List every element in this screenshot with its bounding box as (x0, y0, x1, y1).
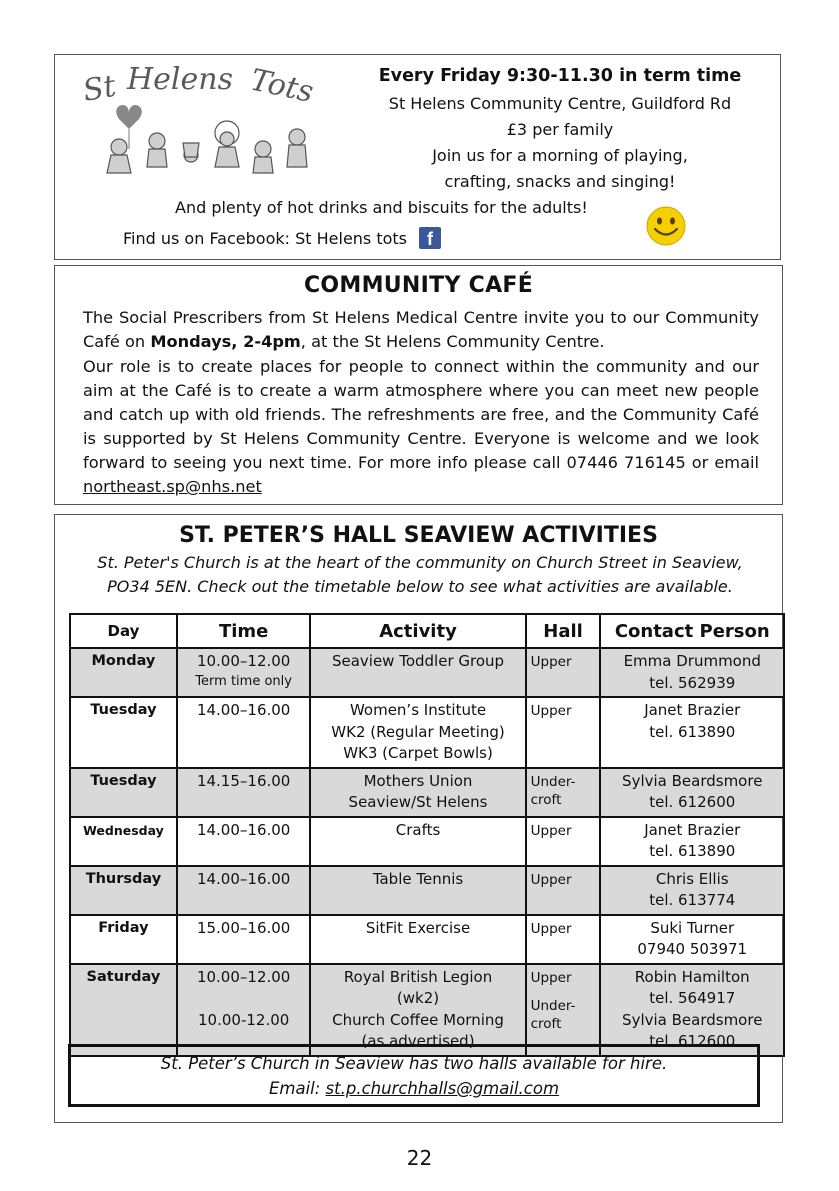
cafe-text: , at the St Helens Community Centre. (300, 332, 605, 351)
cafe-hours: Mondays, 2-4pm (150, 332, 301, 351)
contact-cell (600, 648, 784, 697)
contact-tel: tel. 612600 (649, 1032, 736, 1050)
cafe-body (83, 306, 759, 500)
time-cell: 14.00–16.00 (177, 697, 311, 768)
cafe-title: COMMUNITY CAFÉ (303, 273, 534, 298)
tots-notice (54, 54, 781, 260)
time: 10.00–12.00 (196, 652, 291, 670)
hire-line: St. Peter’s Church in Seaview has two halls available for hire. (160, 1054, 668, 1073)
day-cell: Friday (70, 915, 177, 964)
svg-text:Tots: Tots (247, 62, 317, 110)
cafe-paragraph-2 (83, 355, 759, 499)
table-row (70, 915, 784, 964)
contact-name: Chris Ellis (655, 869, 729, 888)
facebook-text: Find us on Facebook: St Helens tots (123, 228, 408, 248)
column-header: Time (177, 614, 311, 648)
column-header: Contact Person (600, 614, 784, 648)
day-cell: Wednesday (70, 817, 177, 866)
table-row (70, 817, 784, 866)
table-header-row (70, 614, 784, 648)
hall-cell: Upper (526, 866, 601, 915)
hire-email-label: Email: (268, 1079, 326, 1098)
contact-tel: tel. 613890 (649, 722, 736, 741)
contact-cell (600, 768, 784, 817)
activity-line: (wk2) (396, 989, 440, 1007)
activity-cell (310, 964, 525, 1056)
table-row (70, 648, 784, 697)
contact-cell (600, 964, 784, 1056)
facebook-icon[interactable]: f (419, 227, 441, 249)
contact-name: Sylvia Beardsmore (622, 1010, 763, 1029)
contact-cell (600, 866, 784, 915)
time-cell (177, 964, 311, 1056)
activity-line: Mothers Union (363, 771, 473, 790)
activity-cell (310, 768, 525, 817)
hall-cell (526, 768, 601, 817)
table-row (70, 697, 784, 768)
hall-line: croft (530, 791, 562, 808)
hall-cell: Upper (526, 915, 601, 964)
time-note: Term time only (195, 673, 292, 689)
tots-details (355, 61, 765, 195)
hall-line: Under- (530, 997, 576, 1014)
activity-cell: Crafts (310, 817, 525, 866)
svg-text:St: St (80, 68, 119, 109)
tots-line: Join us for a morning of playing, (432, 146, 688, 165)
activity-cell: Table Tennis (310, 866, 525, 915)
activity-line: WK2 (Regular Meeting) (331, 722, 505, 741)
hall-cell: Upper (526, 817, 601, 866)
hall-line: Under- (530, 773, 576, 790)
activities-timetable (69, 613, 785, 1057)
day-cell: Tuesday (70, 697, 177, 768)
contact-name: Janet Brazier (644, 820, 741, 839)
contact-name: Sylvia Beardsmore (622, 771, 763, 790)
day-cell: Monday (70, 648, 177, 697)
tots-line: £3 per family (506, 120, 614, 139)
hire-email-line (71, 1076, 757, 1101)
time-cell: 15.00–16.00 (177, 915, 311, 964)
contact-cell (600, 915, 784, 964)
community-cafe-notice (54, 265, 783, 505)
page-number: 22 (406, 1146, 433, 1170)
day-cell: Thursday (70, 866, 177, 915)
hall-line: Upper (530, 969, 572, 986)
time-cell: 14.15–16.00 (177, 768, 311, 817)
activity-cell: Seaview Toddler Group (310, 648, 525, 697)
contact-tel: tel. 613890 (649, 842, 736, 860)
contact-tel: 07940 503971 (637, 940, 748, 958)
contact-cell (600, 697, 784, 768)
activity-cell: SitFit Exercise (310, 915, 525, 964)
activity-line: Seaview/St Helens (348, 793, 488, 811)
contact-name: Suki Turner (650, 918, 735, 937)
activity-line: WK3 (Carpet Bowls) (343, 744, 493, 762)
table-row (70, 964, 784, 1056)
svg-text:Helens: Helens (127, 62, 233, 97)
hire-email-link[interactable]: st.p.churchhalls@gmail.com (325, 1079, 560, 1098)
hall-line: croft (530, 1015, 562, 1032)
activity-line: Church Coffee Morning (332, 1010, 504, 1029)
tots-adults-line: And plenty of hot drinks and biscuits for the adults! (175, 198, 588, 217)
hall-title: ST. PETER’S HALL SEAVIEW ACTIVITIES (179, 523, 658, 548)
time-cell: 14.00–16.00 (177, 817, 311, 866)
contact-name: Robin Hamilton (634, 967, 750, 986)
contact-name: Janet Brazier (644, 701, 741, 719)
contact-tel: tel. 562939 (649, 673, 736, 692)
table-row (70, 866, 784, 915)
hall-cell: Upper (526, 648, 601, 697)
day-cell: Saturday (70, 964, 177, 1056)
contact-tel: tel. 612600 (649, 793, 736, 811)
time-cell (177, 648, 311, 697)
tots-line: St Helens Community Centre, Guildford Rd (388, 94, 732, 113)
cafe-paragraph-1 (83, 306, 759, 354)
column-header: Hall (526, 614, 601, 648)
contact-tel: tel. 564917 (649, 989, 736, 1007)
table-row (70, 768, 784, 817)
day-cell: Tuesday (70, 768, 177, 817)
activity-line: (as advertised) (361, 1032, 475, 1050)
st-peters-hall-notice (54, 514, 783, 1123)
tots-line: crafting, snacks and singing! (444, 172, 676, 191)
activity-cell (310, 697, 525, 768)
contact-name: Emma Drummond (623, 652, 761, 670)
activity-line: Royal British Legion (343, 967, 493, 986)
hall-intro: St. Peter's Church is at the heart of the community on Church Street in Seaview, PO34 5EN. Check out the timetable below to see what activities are available. (97, 553, 743, 596)
contact-cell (600, 817, 784, 866)
activity-line: Women’s Institute (349, 701, 487, 719)
cafe-text: The Social Prescribers from St Helens Medical Centre invite you to our Community Café on (83, 308, 759, 351)
column-header: Day (70, 614, 177, 648)
smiley-face-icon (645, 205, 687, 247)
hall-hire-notice (68, 1044, 760, 1107)
hall-cell: Upper (526, 697, 601, 768)
time: 10.00-12.00 (198, 1010, 290, 1029)
tots-facebook-line (123, 227, 441, 249)
tots-heading: Every Friday 9:30-11.30 in term time (378, 66, 742, 86)
cafe-text: Our role is to create places for people to connect within the community and our aim at the Café is to create a warm atmosphere where you can meet new people and catch up with old friends. The refreshments are free, and the Community Café is supported by St Helens Community Centre. Everyone is welcome and we look forward to seeing you next time. For more info please call 07446 716145 or email (83, 357, 759, 472)
time-cell: 14.00–16.00 (177, 866, 311, 915)
contact-tel: tel. 613774 (649, 891, 736, 909)
tots-logo-image (79, 59, 349, 189)
column-header: Activity (310, 614, 525, 648)
hall-cell (526, 964, 601, 1056)
time: 10.00–12.00 (196, 967, 291, 986)
cafe-email-link[interactable]: northeast.sp@nhs.net (83, 477, 262, 496)
